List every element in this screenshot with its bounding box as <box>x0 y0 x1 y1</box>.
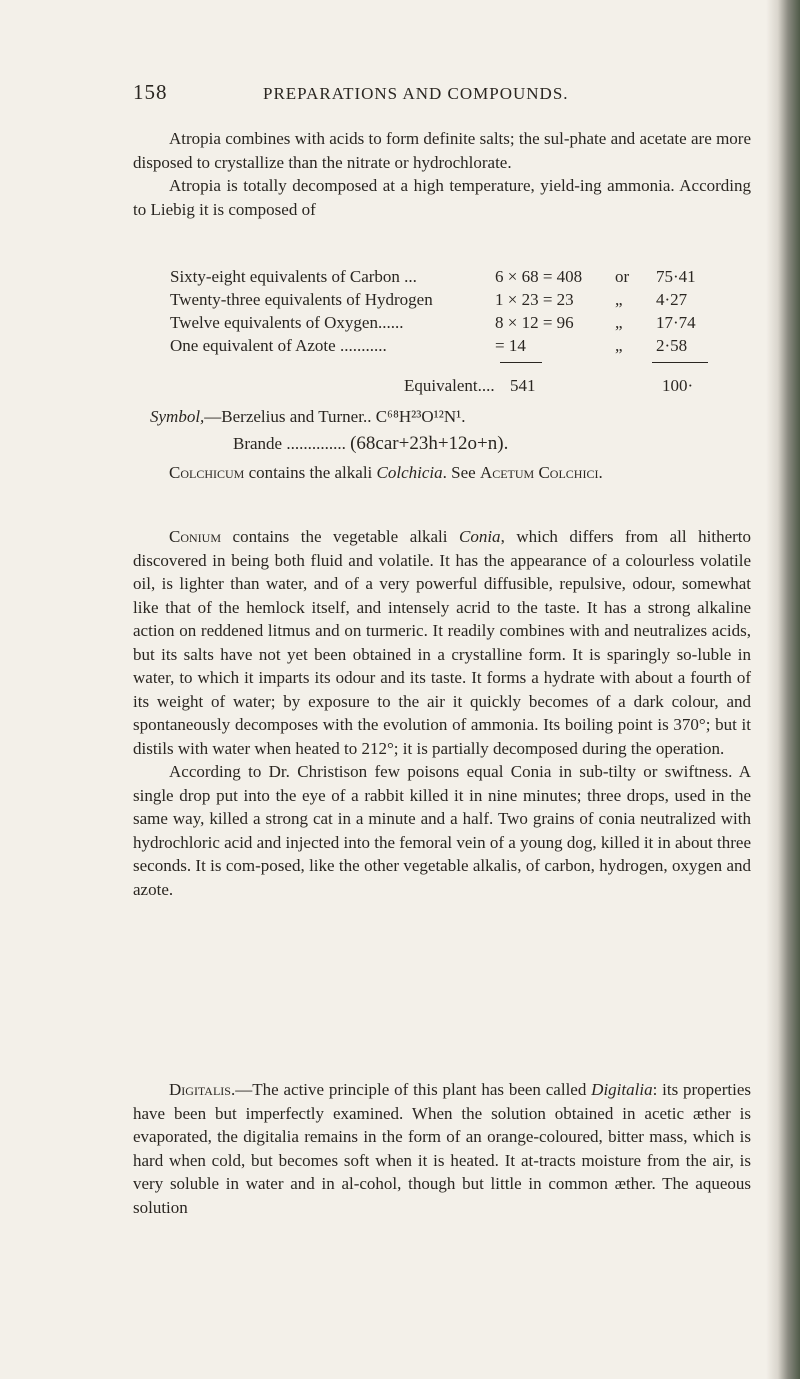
brande-line <box>233 433 508 455</box>
element-percent: 2·58 <box>656 336 688 355</box>
element-calc: 6 × 68 = 408 <box>495 267 583 286</box>
conia-term: Conia <box>459 527 501 546</box>
colchicum-text: . <box>598 463 603 482</box>
composition-row <box>170 336 730 359</box>
symbol-line <box>150 407 465 427</box>
element-label: One equivalent of Azote ........... <box>170 336 387 355</box>
colchicia-term: Colchicia <box>376 463 443 482</box>
colchicum-paragraph <box>133 461 751 485</box>
element-unit: „ <box>615 336 623 355</box>
symbol-label: Symbol, <box>150 407 205 426</box>
composition-table <box>170 267 730 359</box>
symbol-formula: C⁶⁸H²³O¹²N¹. <box>375 407 466 426</box>
element-label: Twenty-three equivalents of Hydrogen <box>170 290 433 309</box>
atropia-decomposition-paragraph: Atropia is totally decomposed at a high temperature, yield-ing ammonia. According to Liebig it is composed of <box>133 176 751 219</box>
composition-row <box>170 290 730 313</box>
colchicum-text: contains the alkali <box>244 463 377 482</box>
colchicum-heading: Colchicum <box>169 463 245 482</box>
conium-text: , which differs from all hitherto discovered in being both fluid and volatile. It has the appearance of a colourless volatile oil, is lighter than water, and of a very powerful diffusible, repulsive, odour, somewhat like that of the hemlock itself, and intensely acrid to the taste. It has a strong alkaline action on reddened litmus and on turmeric. It readily combines with and neutralizes acids, but its salts have not yet been obtained in a crystalline form. It is sparingly so-luble in water, to which it imparts its odour and its taste. It forms a hydrate with about a fourth of its weight of water; by exposure to the air it quickly becomes of a dark colour, and spontaneously decomposes with the evolution of ammonia. Its boiling point is 370°; but it distils with water when heated to 212°; it is partially decomposed during the operation. <box>133 527 751 758</box>
colchicum-text: . See <box>442 463 480 482</box>
element-label: Twelve equivalents of Oxygen...... <box>170 313 404 332</box>
element-percent: 17·74 <box>656 313 696 332</box>
composition-row <box>170 267 730 290</box>
element-calc: 8 × 12 = 96 <box>495 313 574 332</box>
page-edge-shadow <box>766 0 800 1379</box>
conium-christison-paragraph: According to Dr. Christison few poisons equal Conia in sub-tilty or swiftness. A single drop put into the eye of a rabbit killed it in nine minutes; three drops, used in the same way, killed a strong cat in a minute and a half. Two grains of conia neutralized with hydrochloric acid and injected into the femoral vein of a young dog, killed it in about three seconds. It is com-posed, like the other vegetable alkalis, of carbon, hydrogen, oxygen and azote. <box>133 762 751 899</box>
digitalis-text: .—The active principle of this plant has been called <box>230 1080 592 1099</box>
digitalia-term: Digitalia <box>591 1080 653 1099</box>
digitalis-heading: Digitalis <box>169 1080 231 1099</box>
conium-text: contains the vegetable alkali <box>221 527 459 546</box>
element-calc: = 14 <box>495 336 526 355</box>
brande-label: Brande .............. <box>233 434 346 453</box>
element-percent: 4·27 <box>656 290 688 309</box>
digitalis-text: : its properties have been but imperfectly examined. When the solution obtained in acetic æther is evaporated, the digitalia remains in the form of an orange-coloured, bitter mass, which is hard when cold, but becomes soft when it is heated. It at-tracts moisture from the air, is very soluble in water and in al-cohol, though but little in common æther. The aqueous solution <box>133 1080 751 1217</box>
page-header <box>133 80 753 106</box>
equivalent-label: Equivalent.... <box>404 376 495 395</box>
conium-heading: Conium <box>169 527 222 546</box>
composition-row <box>170 313 730 336</box>
acetum-reference: Acetum Colchici <box>479 463 599 482</box>
colchicum-entry <box>133 461 751 485</box>
running-head: PREPARATIONS AND COMPOUNDS. <box>263 84 569 103</box>
element-percent: 75·41 <box>656 267 696 286</box>
digitalis-entry <box>133 1078 751 1219</box>
conium-entry <box>133 525 751 901</box>
element-unit: „ <box>615 313 623 332</box>
page-number: 158 <box>133 80 168 104</box>
sum-rule <box>652 362 708 363</box>
element-label: Sixty-eight equivalents of Carbon ... <box>170 267 417 286</box>
atropia-intro <box>133 127 751 221</box>
conium-paragraph <box>133 525 751 760</box>
equivalent-percent: 100· <box>662 376 694 395</box>
equivalent-value: 541 <box>510 376 536 395</box>
sum-rule <box>500 362 542 363</box>
element-unit: or <box>615 267 630 286</box>
brande-formula: (68car+23h+12o+n). <box>350 433 509 454</box>
element-calc: 1 × 23 = 23 <box>495 290 574 309</box>
element-unit: „ <box>615 290 623 309</box>
digitalis-paragraph <box>133 1078 751 1219</box>
symbol-authors: —Berzelius and Turner.. <box>204 407 372 426</box>
atropia-salts-paragraph: Atropia combines with acids to form definite salts; the sul-phate and acetate are more disposed to crystallize than the nitrate or hydrochlorate. <box>133 129 751 172</box>
